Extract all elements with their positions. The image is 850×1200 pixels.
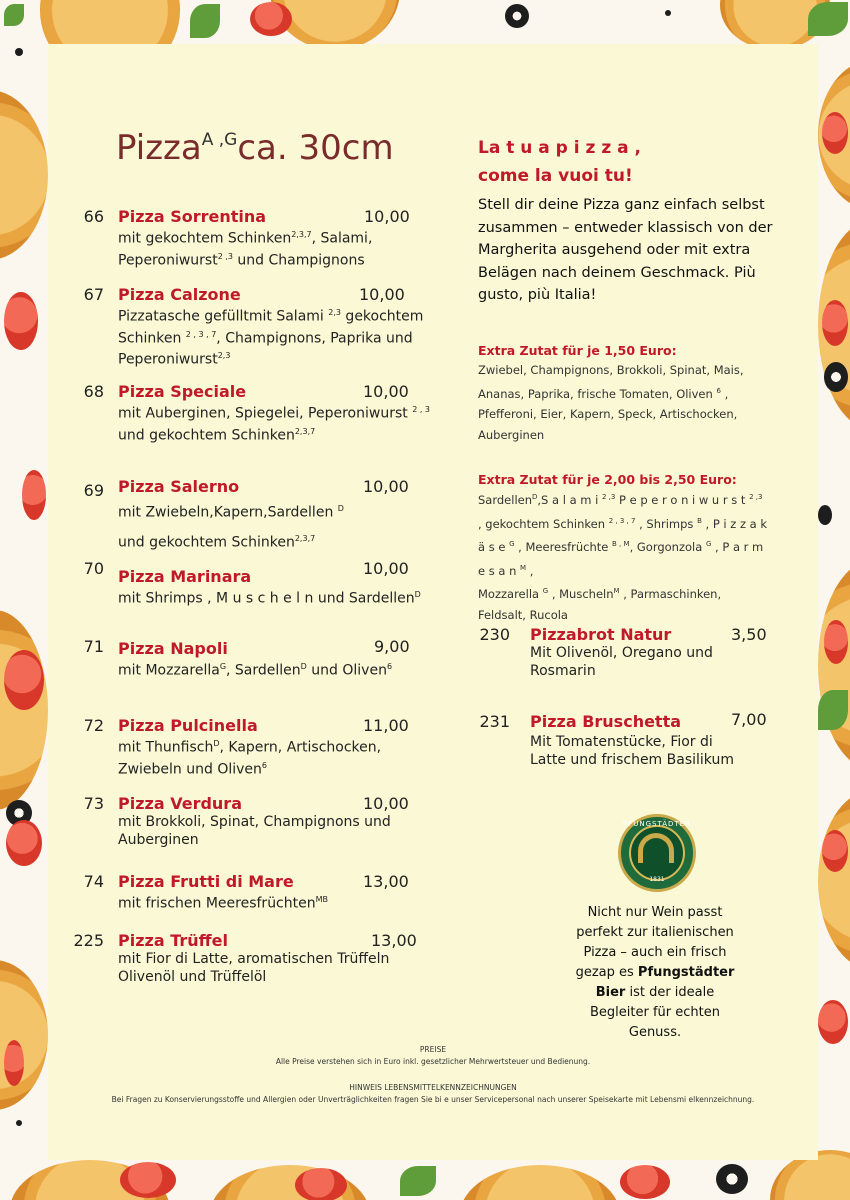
pepperoni-image: [824, 620, 848, 664]
item-number: 69: [83, 481, 104, 500]
item-name: Pizza Napoli: [118, 639, 228, 658]
prices-heading: PREISE: [419, 1045, 447, 1054]
pepperoni-image: [120, 1162, 176, 1198]
pizza-slice-image: [0, 960, 48, 1110]
pepperoni-image: [818, 1000, 848, 1044]
item-price: 9,00: [374, 637, 410, 656]
item-number: 71: [83, 637, 104, 656]
basil-leaf-image: [818, 690, 848, 730]
item-price: 10,00: [363, 382, 409, 401]
pizza-slice-image: [460, 1165, 620, 1200]
item-description: Mit Olivenöl, Oregano und Rosmarin: [530, 645, 713, 679]
basil-leaf-image: [400, 1166, 436, 1196]
item-name: Pizza Trüffel: [118, 931, 228, 950]
item-description: mit Brokkoli, Spinat, Champignons und Auberginen: [118, 814, 391, 848]
beer-brand: Pfungstädter Bier: [595, 965, 735, 1000]
item-number: 68: [83, 382, 104, 401]
custom-pizza-intro: Stell dir deine Pizza ganz einfach selbst zusammen – entweder klassisch von der Margherita ausgehend oder mit extra Belägen nach deinem Geschmack. Più gusto, più Italia!: [478, 197, 773, 303]
item-number: 225: [73, 931, 104, 950]
premium-toppings-list: Sardellen$^D$,S a l a m i $^{2 ,3}$ P e p e r o n i w u r s t $^{2 ,3}$ , gekochtem Schinken $^{2 , 3 , 7}$ , Shrimps $^B$ , P i z z a k ä s e $^G$ , Meeresfrüchte $^{B , M}$, Gorgonzola $^G$ , P a r m e s a n $^M$ , Mozzarella $^G$ , Muscheln$^M$ , Parmaschinken, Feldsalt, Rucola: [478, 492, 768, 622]
item-name: Pizzabrot Natur: [530, 625, 672, 644]
pfungstaedter-logo: [618, 814, 696, 892]
item-number: 72: [83, 716, 104, 735]
item-description: mit gekochtem Schinken$^{2,3,7}$, Salami, Peperoniwurst$^{2 ,3}$ und Champignons: [118, 230, 373, 269]
pizza-slice-image: [0, 610, 48, 810]
item-number: 230: [479, 625, 510, 644]
item-name: Pizza Salerno: [118, 477, 240, 496]
pepperoni-image: [4, 650, 44, 710]
prices-note: Alle Preise verstehen sich in Euro inkl. gesetzlicher Mehrwertsteuer und Bedienung.: [275, 1057, 591, 1066]
title-allergen-code: A ,G: [201, 130, 238, 150]
item-price: 7,00: [731, 710, 767, 729]
olive-image: [505, 4, 529, 28]
item-price: 10,00: [363, 794, 409, 813]
custom-pizza-heading-line2: come la vuoi tu!: [478, 166, 633, 186]
logo-text: PFUNGSTÄDTER: [623, 820, 691, 828]
page-title: [116, 128, 394, 168]
olive-image: [824, 362, 848, 392]
allergy-note: Bei Fragen zu Konservierungsstoffe und Allergien oder Unverträglichkeiten fragen Sie bi e unser Servicepersonal nach unserer Speisekarte mit Lebensmi elkennzeichnung.: [111, 1095, 755, 1104]
item-price: 13,00: [371, 931, 417, 950]
item-description: mit Zwiebeln,Kapern,Sardellen $^D$ und gekochtem Schinken$^{2,3,7}$: [118, 504, 344, 551]
basil-leaf-image: [190, 4, 220, 38]
item-name: Pizza Verdura: [118, 794, 242, 813]
custom-pizza-heading-line1: La t u a p i z z a ,: [478, 138, 641, 158]
item-number: 67: [83, 285, 104, 304]
pepperoni-image: [295, 1168, 347, 1200]
pepperoni-image: [22, 470, 46, 520]
item-description: Mit Tomatenstücke, Fior di Latte und frischem Basilikum: [530, 734, 734, 768]
item-price: 10,00: [364, 207, 410, 226]
item-name: Pizza Calzone: [118, 285, 241, 304]
basil-leaf-image: [4, 4, 24, 26]
item-price: 13,00: [363, 872, 409, 891]
pepper-dot-image: [665, 10, 671, 16]
logo-year: 1831: [649, 876, 665, 883]
pepperoni-image: [250, 2, 292, 36]
item-description: mit Fior di Latte, aromatischen Trüffeln Olivenöl und Trüffelöl: [118, 951, 390, 985]
item-price: 10,00: [359, 285, 405, 304]
pepperoni-image: [620, 1165, 670, 1199]
item-name: Pizza Bruschetta: [530, 712, 682, 731]
pepperoni-image: [6, 820, 42, 866]
item-price: 10,00: [363, 477, 409, 496]
pepperoni-image: [822, 300, 848, 346]
item-name: Pizza Marinara: [118, 567, 252, 586]
item-number: 231: [479, 712, 510, 731]
item-price: 11,00: [363, 716, 409, 735]
item-name: Pizza Frutti di Mare: [118, 872, 294, 891]
pizza-slice-image: [0, 90, 48, 260]
pepperoni-image: [822, 112, 848, 154]
item-description: Pizzatasche gefülltmit Salami $^{2,3}$ gekochtem Schinken $^{2 , 3 , 7}$, Champignons, Paprika und Peperoniwurst$^{2,3}$: [118, 308, 424, 368]
item-number: 73: [83, 794, 104, 813]
horseshoe-icon: [638, 833, 674, 863]
pepper-dot-image: [16, 1120, 22, 1126]
basil-leaf-image: [808, 2, 848, 36]
item-price: 3,50: [731, 625, 767, 644]
item-description: mit Mozzarella$^G$, Sardellen$^D$ und Oliven$^6$: [118, 662, 393, 679]
pepperoni-image: [4, 292, 38, 350]
olive-image: [716, 1164, 748, 1194]
item-number: 70: [83, 559, 104, 578]
olive-image: [818, 505, 832, 525]
item-description: mit Shrimps , M u s c h e l n und Sardellen$^D$: [118, 590, 421, 607]
pepper-dot-image: [15, 48, 23, 56]
extra-toppings-heading: Extra Zutat für je 1,50 Euro:: [478, 343, 677, 358]
item-number: 66: [83, 207, 104, 226]
title-size: ca. 30cm: [237, 128, 394, 168]
item-name: Pizza Speciale: [118, 382, 247, 401]
item-description: mit Thunfisch$^D$, Kapern, Artischocken, Zwiebeln und Oliven$^6$: [118, 739, 382, 778]
title-text: Pizza: [116, 128, 202, 168]
item-description: mit frischen Meeresfrüchten$^{MB}$: [118, 895, 328, 912]
custom-pizza-heading: [478, 134, 778, 190]
item-name: Pizza Pulcinella: [118, 716, 258, 735]
item-description: mit Auberginen, Spiegelei, Peperoniwurst $^{2 , 3}$ und gekochtem Schinken$^{2,3,7}$: [118, 405, 430, 444]
allergy-heading: HINWEIS LEBENSMITTELKENNZEICHNUNGEN: [349, 1083, 517, 1092]
pizza-slice-image: [818, 790, 850, 970]
beer-text-intro: Nicht nur Wein passt perfekt zur italienischen Pizza – auch ein frisch gezap es: [575, 905, 734, 980]
item-price: 10,00: [363, 559, 409, 578]
extra-toppings-list: Zwiebel, Champignons, Brokkoli, Spinat, Mais, Ananas, Paprika, frische Tomaten, Oliven $^6$ , Pfefferoni, Eier, Kapern, Speck, Artischocken, Auberginen: [478, 363, 744, 442]
pizza-slice-image: [818, 560, 850, 770]
pepperoni-image: [822, 830, 848, 872]
beer-recommendation: [565, 903, 745, 1043]
item-number: 74: [83, 872, 104, 891]
beer-text-outro: ist der ideale Begleiter für echten Genuss.: [590, 985, 720, 1040]
premium-toppings-heading: Extra Zutat für je 2,00 bis 2,50 Euro:: [478, 472, 737, 487]
pepperoni-image: [4, 1040, 24, 1086]
item-name: Pizza Sorrentina: [118, 207, 267, 226]
